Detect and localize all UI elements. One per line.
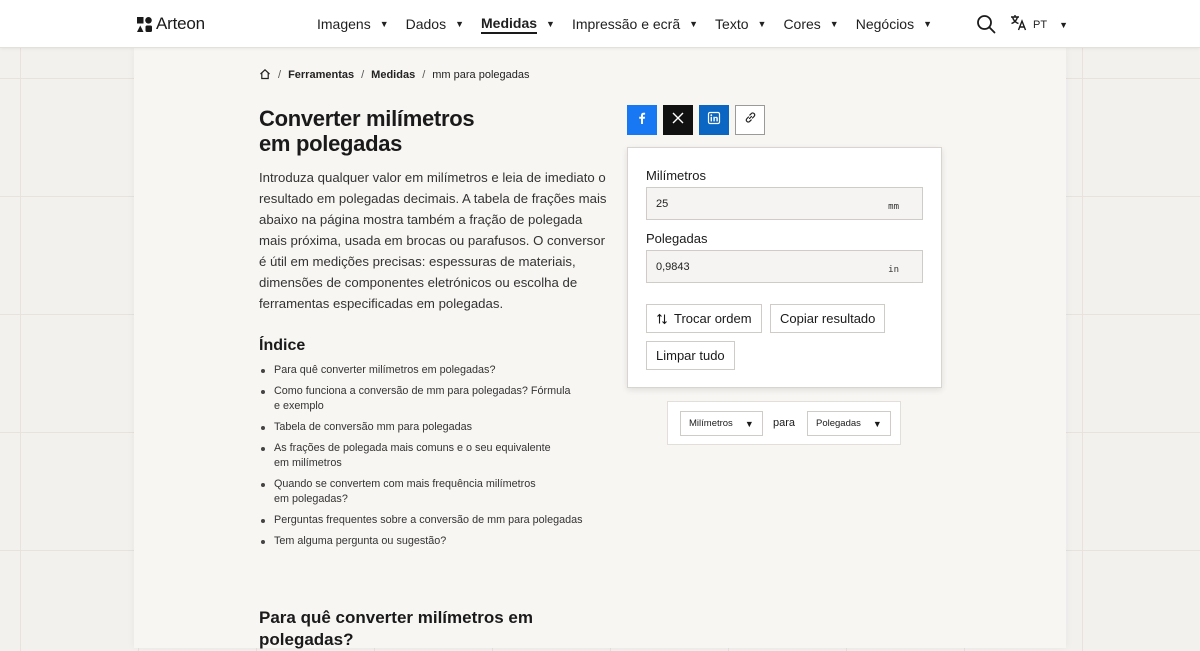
in-field[interactable] [646,250,923,283]
nav-item-cores[interactable] [783,0,838,48]
section-heading: Para quê converter milímetros em polegadas? [259,608,534,649]
unit-connector-text: para [773,417,796,429]
facebook-icon [636,111,648,129]
copy-link-button[interactable] [735,105,765,135]
intro-paragraph: Introduza qualquer valor em milímetros e leia de imediato o resultado em polegadas decimais. A tabela de frações mais abaixo na página mostra também a fração de polegada mais próxima, usada em brocas ou parafusos. O conversor é útil em medições precisas: espessuras de materiais, dimensões de componentes eletrónicos ou escolha de ferramentas especificadas em polegadas. [259,170,607,311]
toc-item-line1: Quando se convertem com mais frequência milímetros [274,478,536,490]
link-icon [744,111,757,129]
converter-panel [627,147,942,388]
toc-item[interactable] [259,513,609,528]
mm-field[interactable] [646,187,923,220]
nav-label: Dados [405,16,447,32]
nav-item-impressao[interactable] [572,0,698,48]
from-unit-select[interactable] [680,411,763,436]
caret-down-icon: ▼ [1059,20,1068,30]
translate-icon [1010,14,1027,36]
toc-item-line1: Como funciona a conversão de mm para polegadas? Fórmula [274,385,571,397]
linkedin-icon [708,111,720,129]
logo-icon [137,17,152,32]
breadcrumb-item-current: mm para polegadas [432,69,530,81]
toc-item-line1: Para quê converter milímetros em polegadas? [274,364,496,376]
breadcrumb-separator: / [422,69,426,81]
home-icon[interactable] [259,68,271,80]
toc-item-line1: Perguntas frequentes sobre a conversão de mm para polegadas [274,514,583,526]
nav-label: Negócios [855,16,915,32]
nav-label: Texto [715,16,749,32]
caret-down-icon: ▼ [829,19,839,29]
x-share-button[interactable] [663,105,693,135]
toc-title: Índice [259,337,306,354]
toc-item-line1: As frações de polegada mais comuns e o seu equivalente [274,442,551,454]
caret-down-icon: ▼ [744,418,754,429]
caret-down-icon: ▼ [689,19,699,29]
share-buttons [627,105,765,135]
caret-down-icon: ▼ [379,19,389,29]
breadcrumb-separator: / [278,69,282,81]
toc-item[interactable] [259,384,609,414]
to-unit-value: Polegadas [816,418,861,429]
search-icon[interactable] [976,14,996,34]
toc-item[interactable] [259,363,609,378]
in-field-label: Polegadas [646,231,708,246]
page-title [259,106,589,156]
brand-name: Arteon [156,14,205,33]
nav-item-dados[interactable] [406,0,464,48]
caret-down-icon: ▼ [923,19,933,29]
in-unit-label: in [888,265,899,275]
caret-down-icon: ▼ [872,418,882,429]
brand-logo[interactable] [137,14,205,34]
nav-item-negocios[interactable] [856,0,932,48]
toc-item-line1: Tabela de conversão mm para polegadas [274,421,473,433]
nav-item-texto[interactable] [715,0,766,48]
from-unit-value: Milímetros [689,418,733,429]
swap-icon [656,313,668,325]
unit-selector [667,401,901,445]
table-of-contents [259,363,609,555]
caret-down-icon: ▼ [455,19,465,29]
caret-down-icon: ▼ [757,19,767,29]
nav-label: Imagens [317,16,371,32]
breadcrumb [259,69,529,81]
mm-unit-label: mm [888,202,899,212]
nav-label: Cores [783,16,821,32]
toc-item[interactable] [259,441,609,471]
swap-order-button[interactable] [646,304,762,333]
toc-item-line2: em polegadas? [274,493,348,505]
toc-item[interactable] [259,420,609,435]
main-nav [317,0,949,48]
breadcrumb-separator: / [361,69,365,81]
toc-item-line1: Tem alguma pergunta ou sugestão? [274,535,447,547]
page-title-line1: Converter milímetros [259,106,475,131]
toc-item[interactable] [259,477,609,507]
language-code: PT [1033,19,1048,31]
breadcrumb-item-medidas[interactable]: Medidas [371,69,416,81]
in-input[interactable] [647,251,847,282]
facebook-share-button[interactable] [627,105,657,135]
page-title-line2: em polegadas [259,131,403,156]
top-navigation-bar [0,0,1200,48]
to-unit-select[interactable] [807,411,891,436]
swap-order-label: Trocar ordem [674,311,752,326]
nav-item-imagens[interactable] [317,0,389,48]
toc-item[interactable] [259,534,609,549]
clear-all-button[interactable]: Limpar tudo [646,341,735,370]
nav-label: Impressão e ecrã [571,16,681,32]
breadcrumb-item-ferramentas[interactable]: Ferramentas [288,69,355,81]
copy-result-button[interactable]: Copiar resultado [770,304,885,333]
nav-item-medidas[interactable] [481,0,555,48]
caret-down-icon: ▼ [546,19,555,29]
toc-item-line2: e exemplo [274,400,324,412]
x-icon [672,111,684,129]
nav-label: Medidas [481,15,537,34]
mm-input[interactable] [647,188,847,219]
linkedin-share-button[interactable] [699,105,729,135]
toc-item-line2: em milímetros [274,457,342,469]
mm-field-label: Milímetros [646,168,706,183]
language-selector[interactable] [1010,14,1068,36]
